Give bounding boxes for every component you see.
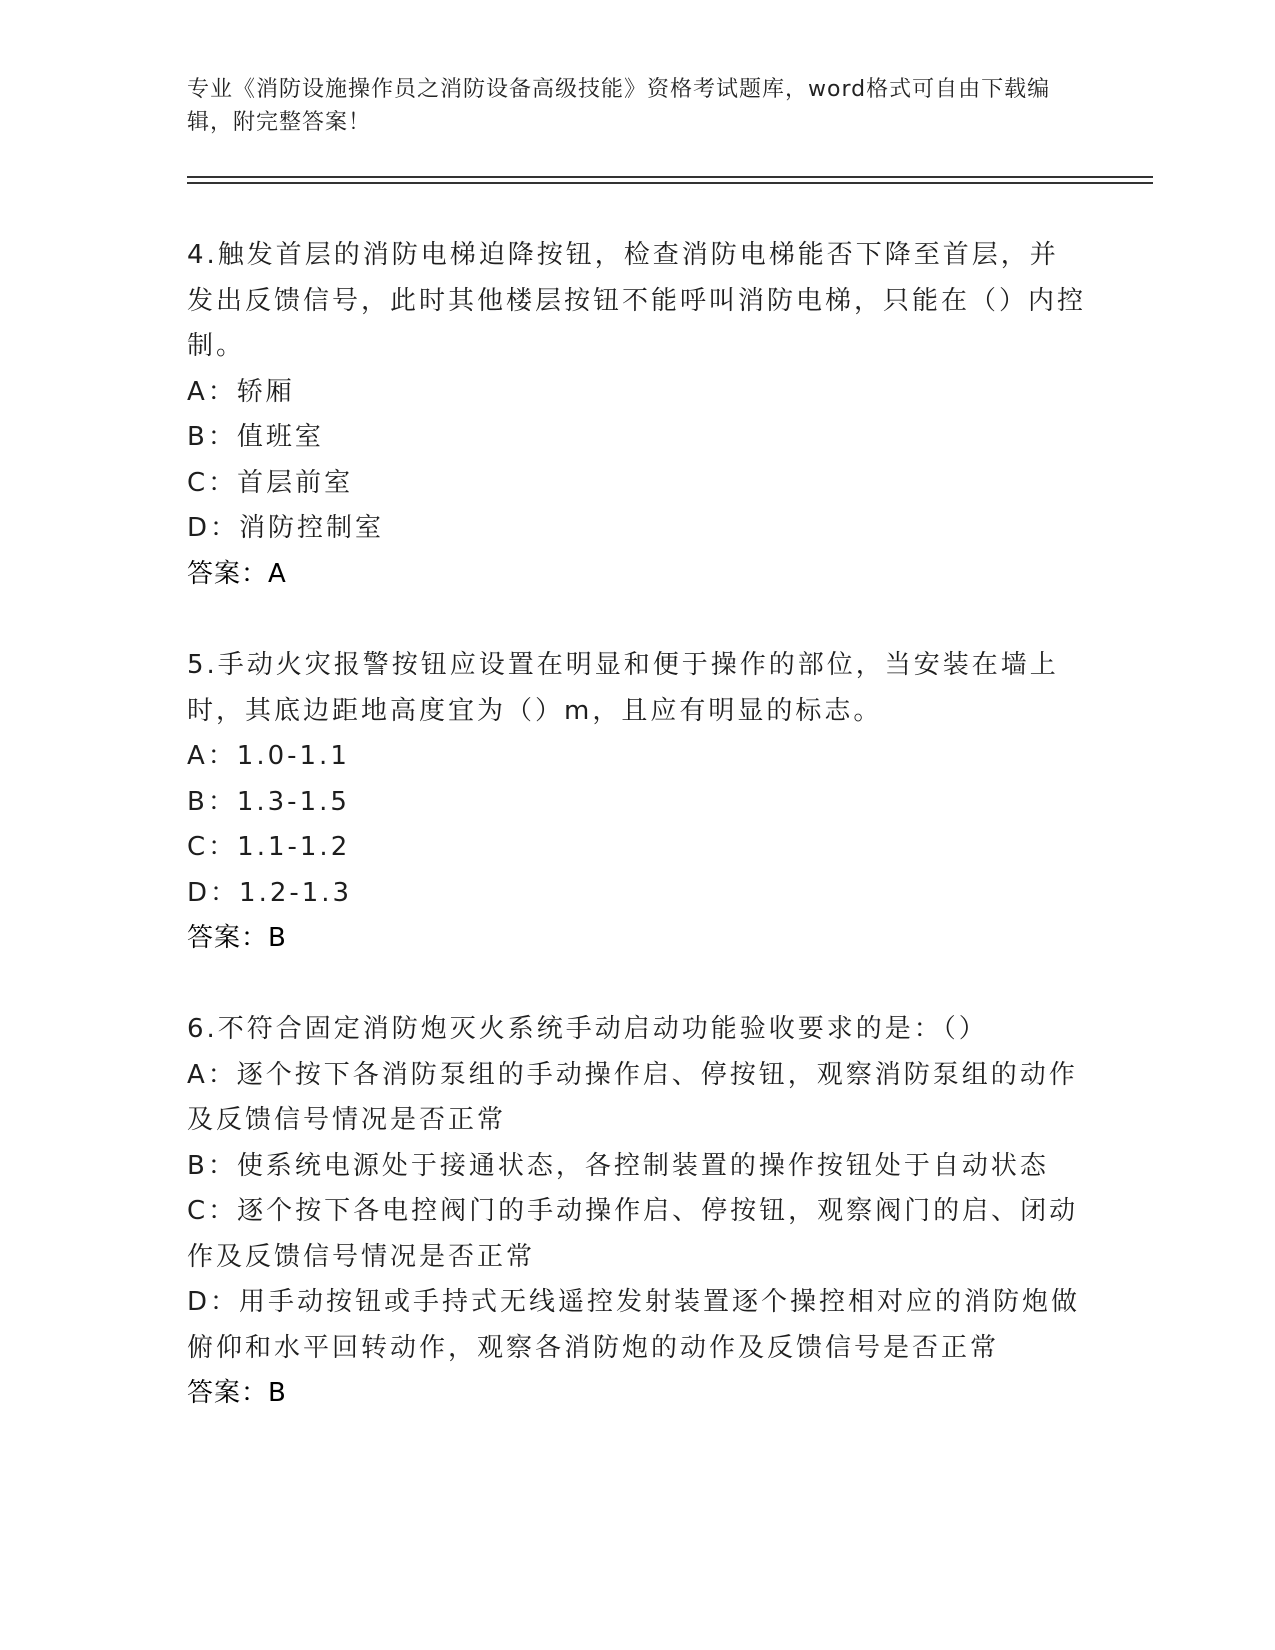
header-divider-bottom (187, 182, 1153, 184)
option-b: B：1.3-1.5 (187, 786, 350, 817)
question-4 (187, 233, 1087, 597)
option-c: C：首层前室 (187, 467, 354, 498)
question-6 (187, 1007, 1087, 1417)
question-stem: 4.触发首层的消防电梯迫降按钮，检查消防电梯能否下降至首层，并发出反馈信号，此时其他楼层按钮不能呼叫消防电梯，只能在（）内控制。 (187, 240, 1087, 361)
option-b: B：值班室 (187, 422, 324, 452)
option-b: B：使系统电源处于接通状态，各控制装置的操作按钮处于自动状态 (187, 1150, 1049, 1181)
header-divider-top (187, 176, 1153, 178)
option-a: A：逐个按下各消防泵组的手动操作启、停按钮，观察消防泵组的动作及反馈信号情况是否正常 (187, 1059, 1078, 1135)
option-d: D：用手动按钮或手持式无线遥控发射装置逐个操控相对应的消防炮做俯仰和水平回转动作，观察各消防炮的动作及反馈信号是否正常 (187, 1287, 1081, 1363)
answer: 答案：B (187, 923, 287, 953)
option-d: D：1.2-1.3 (187, 877, 353, 908)
question-5 (187, 643, 1087, 962)
option-c: C：逐个按下各电控阀门的手动操作启、停按钮，观察阀门的启、闭动作及反馈信号情况是否正常 (187, 1196, 1079, 1272)
answer: 答案：B (187, 1378, 287, 1408)
answer: 答案：A (187, 558, 287, 589)
document-header: 专业《消防设施操作员之消防设备高级技能》资格考试题库，word格式可自由下载编辑，附完整答案！ (187, 77, 1051, 135)
option-a: A：轿厢 (187, 376, 295, 407)
question-stem: 6.不符合固定消防炮灭火系统手动启动功能验收要求的是：（） (187, 1014, 988, 1044)
question-stem: 5.手动火灾报警按钮应设置在明显和便于操作的部位，当安装在墙上时，其底边距地高度宜为（）m，且应有明显的标志。 (187, 650, 1059, 726)
option-d: D：消防控制室 (187, 513, 385, 543)
option-a: A：1.0-1.1 (187, 741, 350, 771)
option-c: C：1.1-1.2 (187, 832, 351, 862)
